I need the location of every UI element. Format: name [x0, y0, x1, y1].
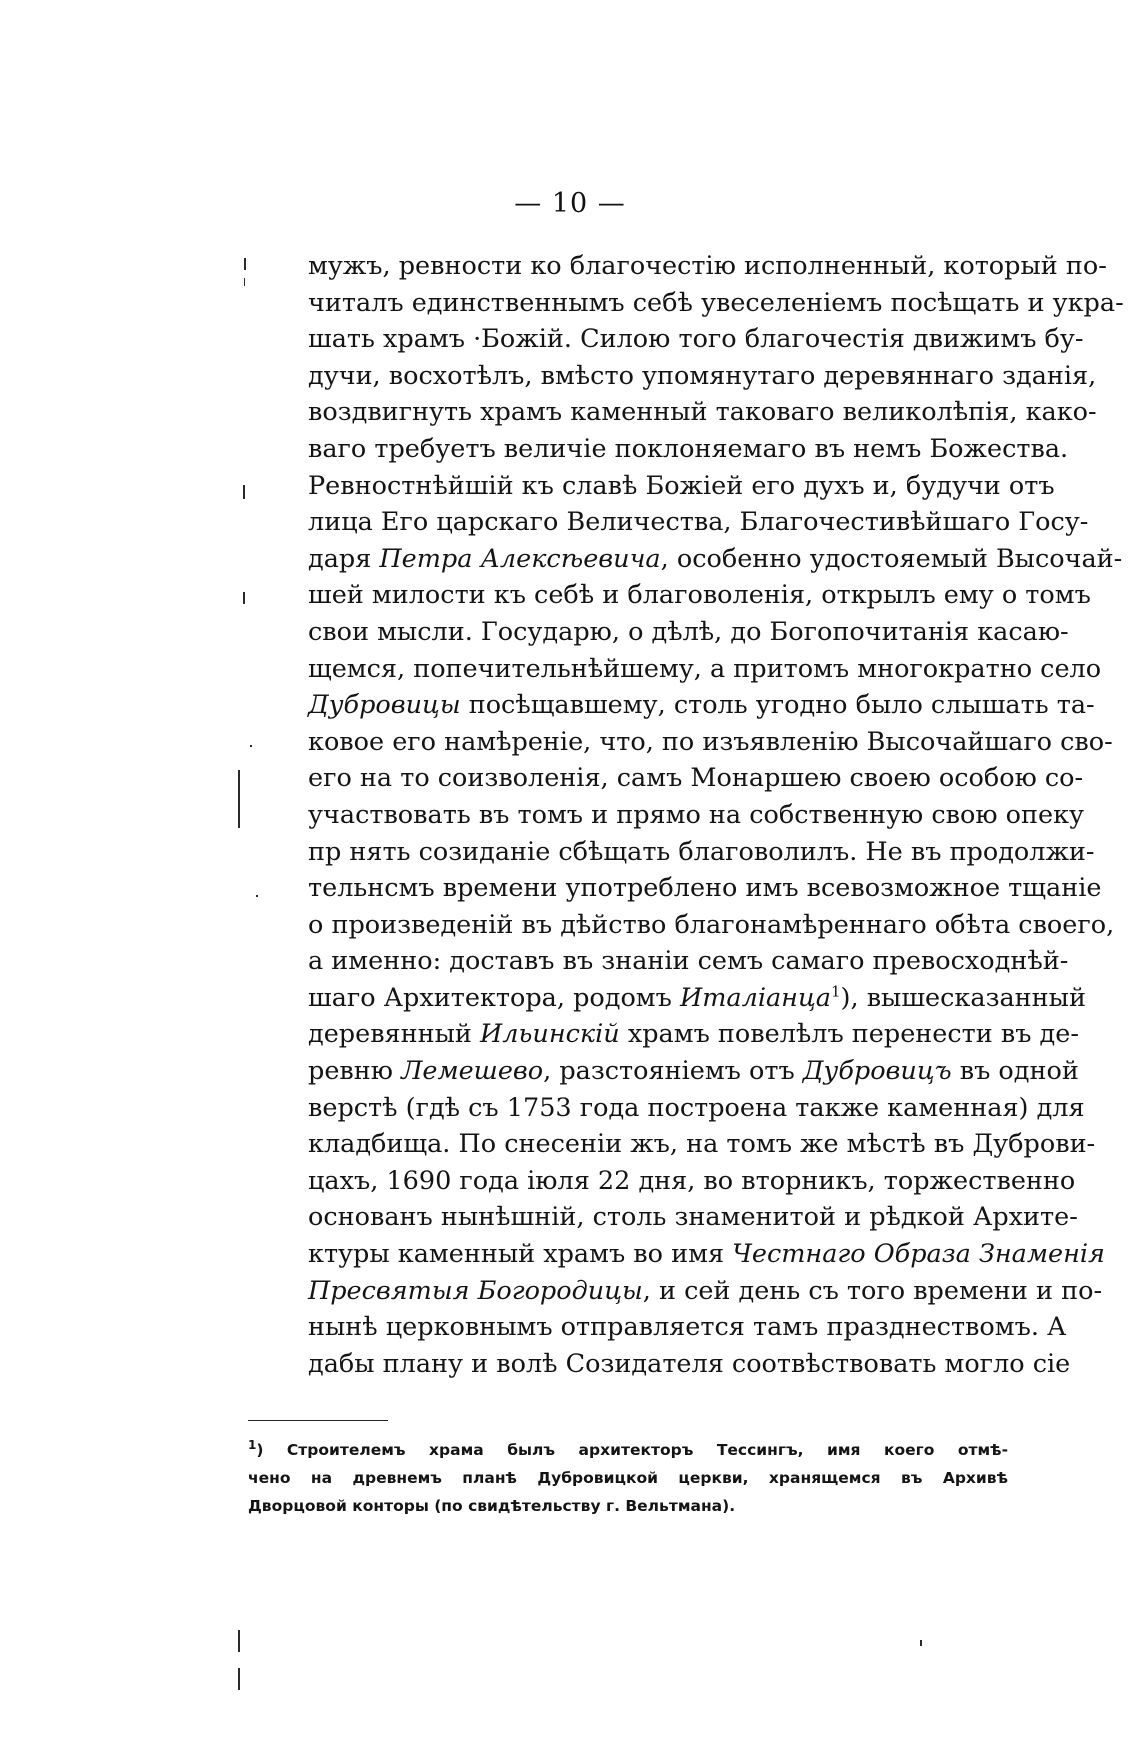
footnote	[248, 1436, 1008, 1520]
text-line: читалъ единственнымъ себѣ увеселеніемъ посѣщать и укра-	[308, 287, 1124, 318]
scan-mark	[244, 278, 245, 286]
italic-name: Пресвятыя Богородицы	[308, 1275, 643, 1306]
italic-name: Италіанца	[679, 982, 831, 1013]
text-line: ваго требуетъ величіе поклоняемаго въ немъ Божества.	[308, 433, 1069, 464]
text-line: деревянный Ильинскій храмъ повелѣлъ перенести въ де-	[308, 1019, 1079, 1050]
footnote-ref: 1	[830, 982, 841, 1001]
text-line: свои мысли. Государю, о дѣлѣ, до Богопочитанія касаю-	[308, 616, 1069, 647]
footnote-divider	[248, 1420, 388, 1421]
text-line: мужъ, ревности ко благочестію исполненный, который по-	[308, 251, 1107, 281]
text-line: основанъ нынѣшній, столь знаменитой и рѣдкой Архите-	[308, 1202, 1078, 1233]
text-line: даря Петра Алексѣевича, особенно удостояемый Высочай-	[308, 543, 1123, 574]
body-text	[308, 248, 1124, 1382]
footnote-mark: 1	[248, 1437, 257, 1452]
scan-mark	[244, 258, 246, 270]
text-line: о произведеній въ дѣйство благонамѣреннаго обѣта своего,	[308, 909, 1115, 940]
italic-name: Честнаго Образа Знаменія	[732, 1239, 1105, 1270]
text-line: Дубровицы посѣщавшему, столь угодно было слышать та-	[308, 690, 1095, 721]
italic-name: Лемешево	[401, 1056, 544, 1087]
italic-name: Ильинскій	[480, 1019, 620, 1050]
scan-mark	[238, 770, 240, 828]
text-line: воздвигнуть храмъ каменный таковаго великолѣпія, како-	[308, 397, 1097, 428]
text-line: участвовать въ томъ и прямо на собственную свою опеку	[308, 799, 1085, 830]
text-line: Пресвятыя Богородицы, и сей день съ того времени и по-	[308, 1275, 1103, 1306]
text-line: дучи, восхотѣлъ, вмѣсто упомянутаго деревяннаго зданія,	[308, 360, 1097, 391]
text-line: нынѣ церковнымъ отправляется тамъ празднествомъ. А	[308, 1312, 1067, 1343]
text-line: шаго Архитектора, родомъ Италіанца$^1$), вышесказанный	[308, 982, 1086, 1013]
scan-mark	[250, 745, 252, 747]
italic-name: Дубровицъ	[802, 1056, 952, 1087]
text-line: а именно: доставъ въ знаніи семъ самаго превосходнѣй-	[308, 946, 1069, 977]
text-line: кладбища. По снесеніи жъ, на томъ же мѣстѣ въ Дуброви-	[308, 1129, 1096, 1160]
text-line: Ревностнѣйшій къ славѣ Божіей его духъ и, будучи отъ	[308, 470, 1055, 501]
text-line: тельнсмъ времени употреблено имъ всевозможное тщаніе	[308, 873, 1102, 904]
text-line: ревню Лемешево, разстояніемъ отъ Дубровицъ въ одной	[308, 1056, 1079, 1087]
scan-mark	[256, 895, 258, 897]
scan-mark	[238, 1630, 240, 1652]
text-line: верстѣ (гдѣ съ 1753 года построена также каменная) для	[308, 1092, 1085, 1123]
text-line: дабы плану и волѣ Созидателя соотвѣствовать могло сіе	[308, 1348, 1071, 1379]
text-line: ктуры каменный храмъ во имя Честнаго Образа Знаменія	[308, 1239, 1105, 1270]
text-line: шей милости къ себѣ и благоволенія, открылъ ему о томъ	[308, 580, 1091, 611]
page-number: — 10 —	[514, 188, 626, 219]
text-line: щемся, попечительнѣйшему, а притомъ многократно село	[308, 653, 1102, 684]
footnote-line: $^1$) Строителемъ храма былъ архитекторъ Тессингъ, имя коего отмѣ-	[248, 1437, 1008, 1459]
footnote-line: Дворцовой конторы (по свидѣтельству г. Вельтмана).	[248, 1497, 736, 1515]
text-line: его на то соизволенія, самъ Монаршею своею особою со-	[308, 763, 1084, 794]
text-line: лица Его царскаго Величества, Благочестивѣйшаго Госу-	[308, 507, 1089, 538]
scan-mark	[238, 1668, 240, 1690]
text-line: ковое его намѣреніе, что, по изъявленію Высочайшаго сво-	[308, 726, 1113, 757]
scan-mark	[920, 1640, 922, 1646]
italic-name: Дубровицы	[308, 690, 461, 721]
italic-name: Петра Алексѣевича	[379, 543, 661, 574]
scan-mark	[243, 592, 245, 604]
text-line: шать храмъ ·Божій. Силою того благочестія движимъ бу-	[308, 324, 1084, 355]
text-line: цахъ, 1690 года іюля 22 дня, во вторникъ, торжественно	[308, 1165, 1076, 1196]
scan-mark	[243, 485, 245, 499]
text-line: пр нять созиданіе сбѣщать благоволилъ. Не въ продолжи-	[308, 836, 1095, 867]
footnote-line: чено на древнемъ планѣ Дубровицкой церкви, хранящемся въ Архивѣ	[248, 1469, 1008, 1487]
